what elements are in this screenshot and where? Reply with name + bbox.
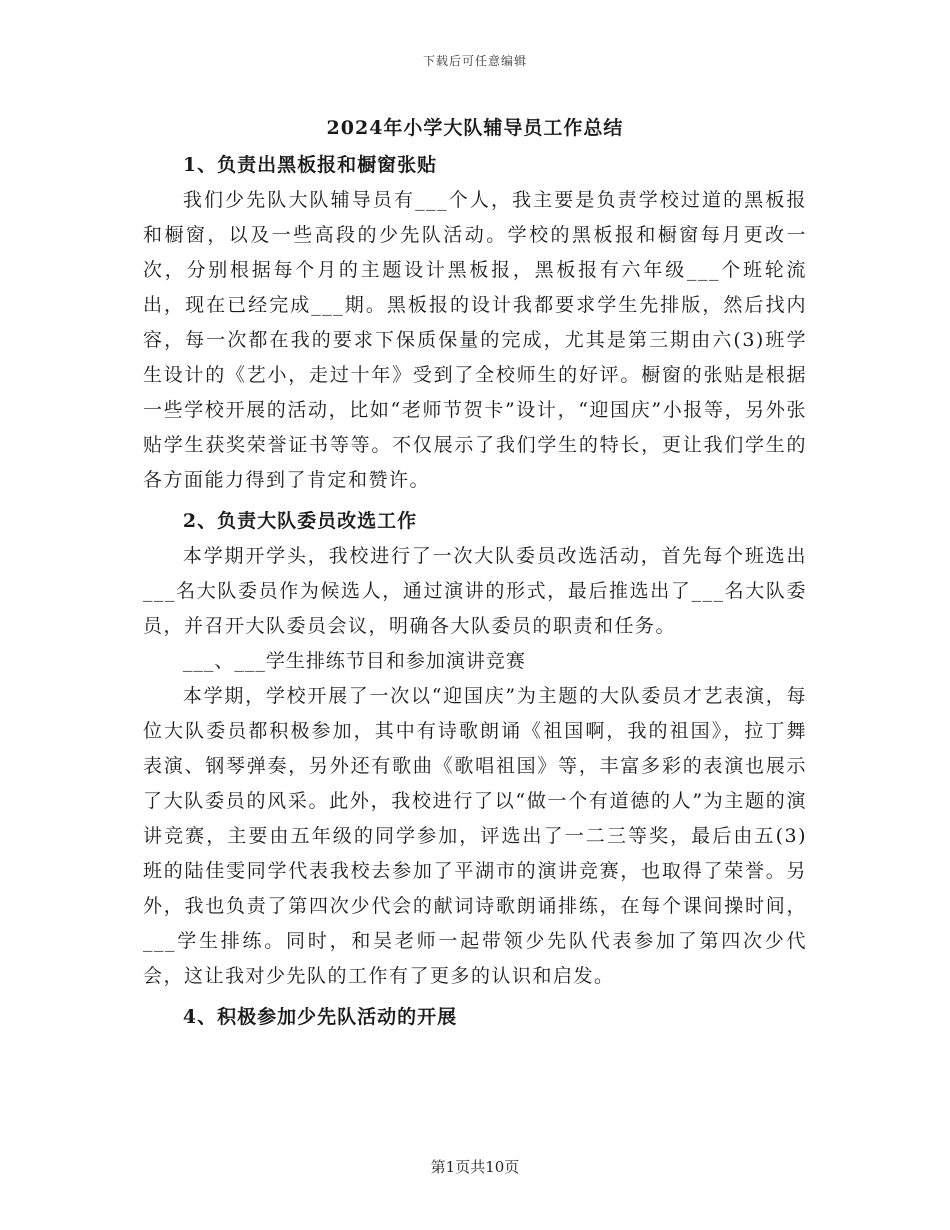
section-3-paragraph: 本学期，学校开展了一次以“迎国庆”为主题的大队委员才艺表演，每位大队委员都积极参加，其中有诗歌朗诵《祖国啊，我的祖国》，拉丁舞表演、钢琴弹奏，另外还有歌曲《歌唱祖国》等，丰富多彩的表演也展示了大队委员的风采。此外，我校进行了以“做一个有道德的人”为主题的演讲竞赛，主要由五年级的同学参加，评选出了一二三等奖，最后由五(3)班的陆佳雯同学代表我校去参加了平湖市的演讲竞赛，也取得了荣誉。另外，我也负责了第四次少代会的献词诗歌朗诵排练，在每个课间操时间，___学生排练。同时，和吴老师一起带领少先队代表参加了第四次少代会，这让我对少先队的工作有了更多的认识和启发。 (143, 685, 807, 987)
document-body (143, 110, 807, 1035)
page-number-footer: 第1页共10页 (430, 1158, 520, 1176)
section-2-heading: 2、负责大队委员改选工作 (182, 510, 418, 532)
section-1-paragraph: 我们少先队大队辅导员有___个人，我主要是负责学校过道的黑板报和橱窗，以及一些高段的少先队活动。学校的黑板报和橱窗每月更改一次，分别根据每个月的主题设计黑板报，黑板报有六年级___个班轮流出，现在已经完成___期。黑板报的设计我都要求学生先排版，然后找内容，每一次都在我的要求下保质保量的完成，尤其是第三期由六(3)班学生设计的《艺小，走过十年》受到了全校师生的好评。橱窗的张贴是根据一些学校开展的活动，比如“老师节贺卡”设计，“迎国庆”小报等，另外张贴学生获奖荣誉证书等等。不仅展示了我们学生的特长，更让我们学生的各方面能力得到了肯定和赞许。 (143, 189, 807, 491)
page-header-note: 下载后可任意编辑 (422, 54, 527, 68)
section-1-heading: 1、负责出黑板报和橱窗张贴 (182, 154, 438, 176)
section-4-heading: 4、积极参加少先队活动的开展 (182, 1006, 458, 1028)
section-2-paragraph: 本学期开学头，我校进行了一次大队委员改选活动，首先每个班选出___名大队委员作为候选人，通过演讲的形式，最后推选出了___名大队委员，并召开大队委员会议，明确各大队委员的职责和任务。 (143, 545, 807, 637)
section-3-heading: ___、___学生排练节目和参加演讲竞赛 (182, 650, 526, 672)
document-title: 2024年小学大队辅导员工作总结 (326, 117, 624, 139)
